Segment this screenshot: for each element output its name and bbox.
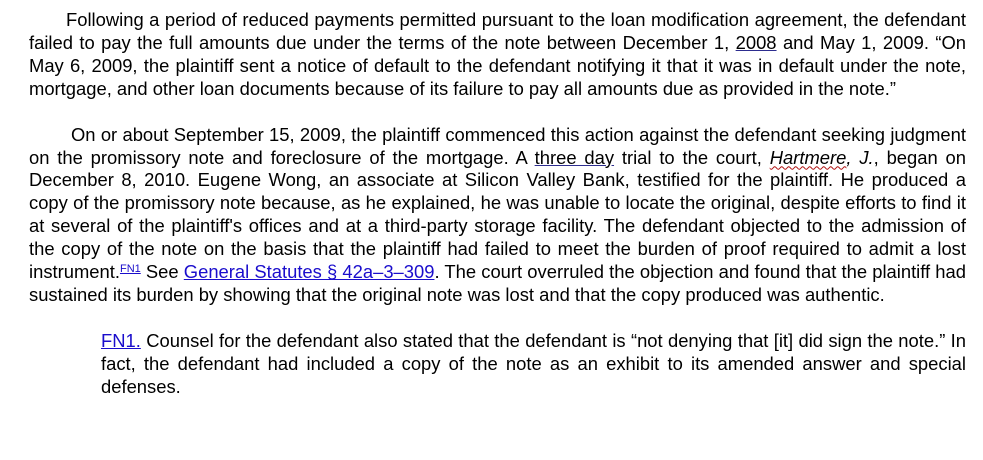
para1-date-2008: 2008 [735,31,777,53]
footnote-fn1 [101,330,966,399]
para2-judge-suffix: , J. [846,146,874,168]
document-body [29,9,966,399]
para2-three-day: three day [534,146,615,168]
para1-text-a: Following a period of reduced payments permitted pursuant to the loan modification agreement, the defendant failed to pay the full amounts due under the terms of the note between December 1, [29,9,966,53]
para2-text-c: , began on December 8, 2010. Eugene Wong, an associate at Silicon Valley Bank, testified for the plaintiff. He produced a copy of the promissory note because, as he explained, he was unable to locate the original, despite efforts to find it at several of the plaintiff's offices and at a third-party storage facility. The defendant objected to the admission of the copy of the note on the basis that the plaintiff had failed to meet the burden of proof required to admit a lost instrument. [29,146,966,283]
para2-judge-name: Hartmere [769,146,847,168]
paragraph-default-notice [29,9,966,101]
para2-text-d: See [140,261,184,283]
para1-text-b: and May 1, 2009. “On May 6, 2009, the plaintiff sent a notice of default to the defendant notifying it that it was in default under the note, mortgage, and other loan documents because of its failure to pay all amounts due as provided in the note.” [29,31,966,99]
statute-link[interactable]: General Statutes § 42a–3–309 [183,261,435,283]
para2-text-b: trial to the court, [614,146,770,168]
footnote-ref-link[interactable]: FN1 [119,263,141,276]
footnote-text: Counsel for the defendant also stated that the defendant is “not denying that [it] did sign the note.” In fact, the defendant had included a copy of the note as an exhibit to its amended answer and special defenses. [101,329,966,397]
paragraph-action-commenced [29,124,966,307]
footnote-label-link[interactable]: FN1. [101,329,141,351]
para2-text-a: On or about September 15, 2009, the plaintiff commenced this action against the defendant seeking judgment on the promissory note and foreclosure of the mortgage. A [29,123,966,168]
para2-text-e: . The court overruled the objection and found that the plaintiff had sustained its burden by showing that the original note was lost and that the copy produced was authentic. [29,261,966,305]
